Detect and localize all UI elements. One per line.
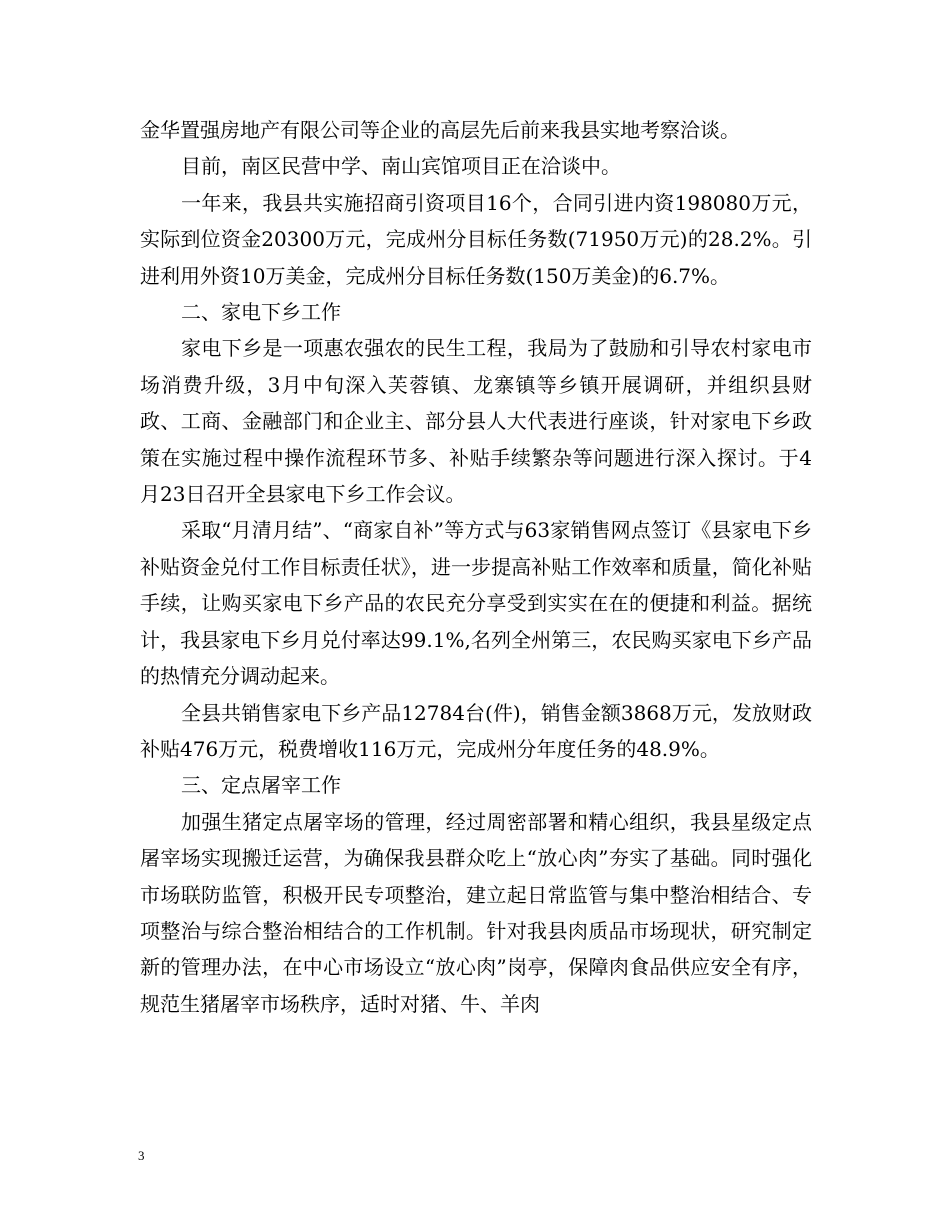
paragraph-3: 一年来，我县共实施招商引资项目16个，合同引进内资198080万元，实际到位资金20300万元，完成州分目标任务数(71950万元)的28.2%。引进利用外资10万美金，完成州分目标任务数(150万美金)的6.7%。 xyxy=(140,190,812,288)
page-number: 3 xyxy=(138,1148,145,1163)
paragraph-5: 家电下乡是一项惠农强农的民生工程，我局为了鼓励和引导农村家电市场消费升级，3月中旬深入芙蓉镇、龙寨镇等乡镇开展调研，并组织县财政、工商、金融部门和企业主、部分县人大代表进行座谈，针对家电下乡政策在实施过程中操作流程环节多、补贴手续繁杂等问题进行深入探讨。于4月23日召开全县家电下乡工作会议。 xyxy=(140,336,812,507)
section-heading-2: 二、家电下乡工作 xyxy=(181,300,341,325)
paragraph-1: 金华置强房地产有限公司等企业的高层先后前来我县实地考察洽谈。 xyxy=(140,118,740,142)
paragraph-7: 全县共销售家电下乡产品12784台(件)，销售金额3868万元，发放财政补贴476万元，税费增收116万元，完成州分年度任务的48.9%。 xyxy=(140,700,812,761)
section-heading-3: 三、定点屠宰工作 xyxy=(181,773,341,798)
paragraph-2: 目前，南区民营中学、南山宾馆项目正在洽谈中。 xyxy=(181,154,621,179)
paragraph-6: 采取“月清月结”、“商家自补”等方式与63家销售网点签订《县家电下乡补贴资金兑付工作目标责任状》，进一步提高补贴工作效率和质量，简化补贴手续，让购买家电下乡产品的农民充分享受到实实在在的便捷和利益。据统计，我县家电下乡月兑付率达99.1%,名列全州第三，农民购买家电下乡产品的热情充分调动起来。 xyxy=(140,518,812,689)
paragraph-9: 加强生猪定点屠宰场的管理，经过周密部署和精心组织，我县星级定点屠宰场实现搬迁运营，为确保我县群众吃上“放心肉”夯实了基础。同时强化市场联防监管，积极开民专项整治，建立起日常监管与集中整治相结合、专项整治与综合整治相结合的工作机制。针对我县肉质品市场现状，研究制定新的管理办法，在中心市场设立“放心肉”岗亭，保障肉食品供应安全有序，规范生猪屠宰市场秩序，适时对猪、牛、羊肉 xyxy=(140,809,812,1016)
document-body xyxy=(140,112,812,1022)
